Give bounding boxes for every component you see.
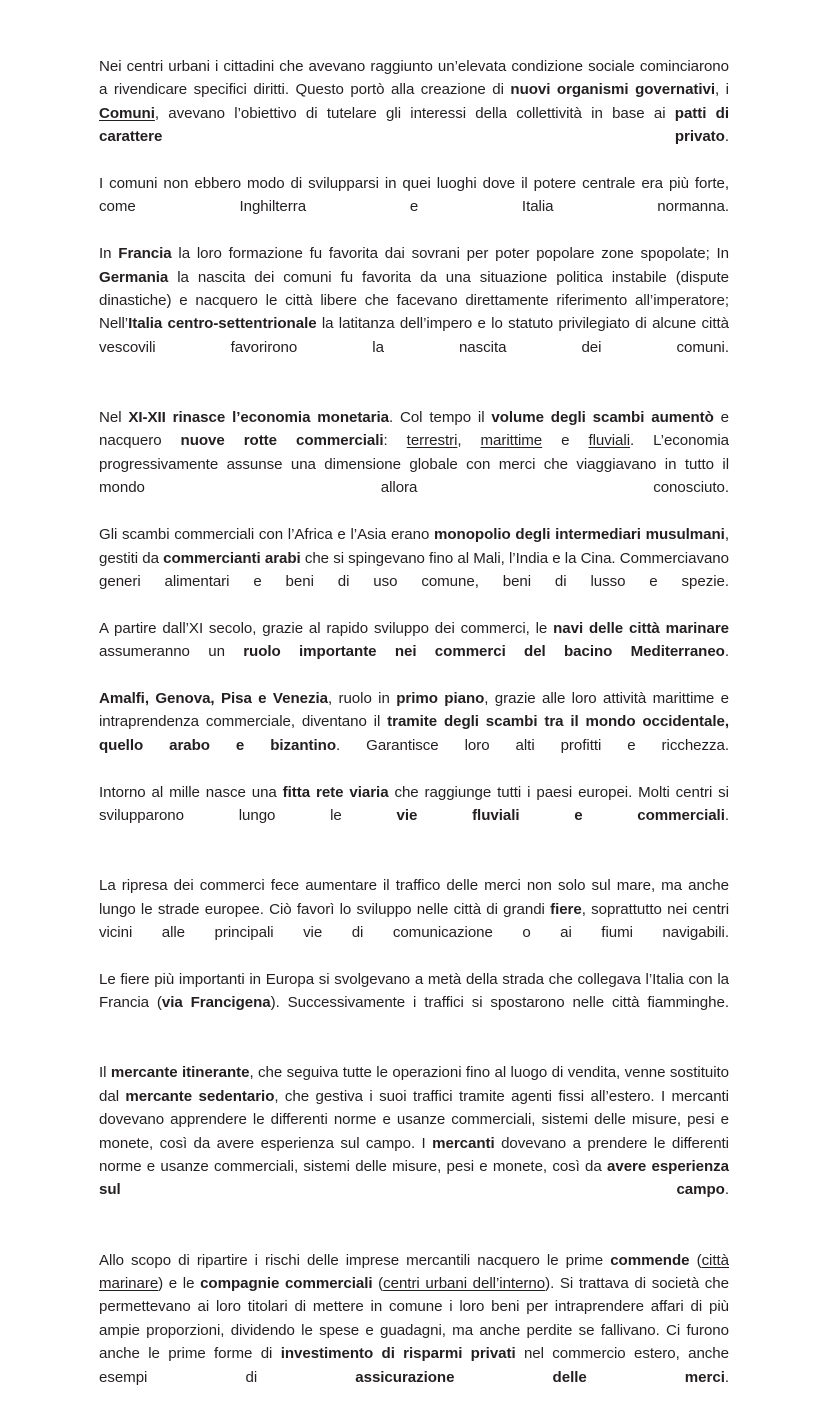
text-run: Allo scopo di ripartire i rischi delle imprese mercantili nacquero le prime	[99, 1251, 611, 1269]
text-run: Il	[99, 1064, 111, 1082]
paragraph	[99, 781, 729, 851]
text-run: nel commercio estero, anche esempi di	[99, 1345, 729, 1386]
text-run: . Garantisce loro alti profitti e ricchezza.	[336, 736, 730, 754]
text-run: (	[689, 1251, 702, 1269]
bold-run: patti di carattere privato	[99, 104, 729, 146]
paragraph	[99, 968, 729, 1038]
text-run: , che gestiva i suoi traffici tramite agenti fissi all’estero. I mercanti dovevano apprendere le differenti norme e usanze commerciali, sistemi delle misure, pesi e monete, così da avere esperienza sul campo. I	[99, 1087, 729, 1152]
text-run: Nel	[99, 409, 129, 427]
underlined-run: terrestri	[406, 432, 458, 450]
text-run: . Col tempo il	[388, 409, 492, 427]
text-run: ,	[457, 432, 481, 450]
paragraph	[99, 55, 729, 172]
bold-run: via Francigena	[161, 994, 271, 1012]
bold-run: vie fluviali e commerciali	[396, 806, 725, 824]
text-run: I comuni non ebbero modo di svilupparsi in quei luoghi dove il potere centrale era più forte, come Inghilterra e Italia normanna.	[99, 175, 729, 216]
text-run: , soprattutto nei centri vicini alle principali vie di comunicazione o ai fiumi navigabili.	[99, 900, 729, 941]
bold-run: ruolo importante nei commerci del bacino Mediterraneo	[243, 643, 725, 661]
bold-run: nuove rotte commerciali	[180, 432, 384, 450]
bold-run: nuovi organismi governativi	[510, 81, 716, 99]
document-text-body	[99, 55, 729, 1413]
bold-run: mercanti	[432, 1134, 495, 1152]
text-run: Gli scambi commerciali con l’Africa e l’Asia erano	[99, 526, 435, 544]
bold-run: Germania	[99, 268, 169, 286]
bold-run: avere esperienza sul campo	[99, 1158, 730, 1199]
text-run: ). Successivamente i traffici si spostarono nelle città fiamminghe.	[270, 994, 729, 1012]
text-run: ) e le	[158, 1275, 201, 1293]
paragraph	[99, 874, 729, 968]
underlined-run: fluviali	[588, 432, 630, 450]
paragraph	[99, 523, 729, 617]
text-run: ). Si trattava di società che permettevano ai loro titolari di mettere in comune i loro beni per intraprendere affari di più ampie proporzioni, dividendo le spese e guadagni, ma anche perdite se fallivano. Ci furono anche le prime forme di	[99, 1275, 729, 1363]
bold-run: primo piano	[396, 689, 485, 707]
text-run: , ruolo in	[327, 689, 397, 707]
bold-run: Francia	[118, 245, 172, 263]
bold-run: fiere	[550, 900, 582, 918]
text-run: , grazie alle loro attività marittime e intraprendenza commerciale, diventano il	[99, 689, 729, 731]
bold-run: fitta rete viaria	[282, 783, 389, 801]
text-run: Intorno al mille nasce una	[99, 783, 283, 801]
bold-run: mercante itinerante	[110, 1064, 250, 1082]
text-run: assumeranno un	[99, 643, 244, 661]
text-run: e	[542, 432, 589, 450]
paragraph	[99, 1249, 729, 1413]
bold-run: assicurazione delle merci	[355, 1368, 725, 1386]
text-run: .	[724, 128, 729, 146]
bold-run: XI-XII rinasce l’economia monetaria	[128, 409, 389, 427]
text-run: .	[724, 1368, 729, 1386]
underlined-run: marittime	[480, 432, 543, 450]
bold-run: tramite degli scambi tra il mondo occidentale, quello arabo e bizantino	[99, 713, 729, 754]
text-run: In	[99, 245, 119, 263]
bold-run: volume degli scambi aumentò	[491, 409, 714, 427]
text-run: , che seguiva tutte le operazioni fino al luogo di vendita, venne sostituito dal	[99, 1064, 729, 1105]
bold-run: monopolio degli intermediari musulmani	[434, 526, 725, 544]
text-run: .	[724, 1181, 729, 1199]
paragraph	[99, 406, 729, 523]
text-run: che si spingevano fino al Mali, l’India e la Cina. Commerciavano generi alimentari e beni di uso comune, beni di lusso e spezie.	[99, 549, 729, 590]
bold-run: navi delle città marinare	[553, 619, 729, 637]
paragraph	[99, 687, 729, 781]
bold-run: mercante sedentario	[125, 1087, 275, 1105]
text-run: La ripresa dei commerci fece aumentare il traffico delle merci non solo sul mare, ma anche lungo le strade europee. Ciò favorì lo sviluppo nelle città di grandi	[99, 877, 729, 918]
text-run: la nascita dei comuni fu favorita da una situazione politica instabile (dispute dinastiche) e nacquero le città libere che facevano direttamente riferimento all’imperatore; Nell’	[99, 268, 729, 333]
bold-run: investimento di risparmi privati	[280, 1345, 516, 1363]
text-run: , i	[715, 81, 729, 99]
text-run: .	[724, 643, 729, 661]
text-run: che raggiunge tutti i paesi europei. Molti centri si svilupparono lungo le	[99, 783, 729, 824]
paragraph	[99, 172, 729, 242]
text-run: (	[372, 1275, 384, 1293]
paragraph	[99, 1061, 729, 1225]
text-run: , gestiti da	[99, 526, 729, 567]
paragraph	[99, 617, 729, 687]
bold-run: commercianti arabi	[163, 549, 301, 567]
text-run: e nacquero	[99, 409, 729, 450]
bold-underlined-run: Comuni	[99, 104, 155, 122]
text-run: A partire dall’XI secolo, grazie al rapido sviluppo dei commerci, le	[99, 619, 554, 637]
text-run: :	[383, 432, 407, 450]
text-run: dovevano a prendere le differenti norme e usanze commerciali, sistemi delle misure, pesi e monete, così da	[99, 1134, 729, 1176]
underlined-run: città marinare	[99, 1251, 729, 1293]
text-run: . L’economia progressivamente assunse una dimensione globale con merci che viaggiavano in tutto il mondo allora conosciuto.	[99, 432, 729, 497]
text-run: .	[724, 806, 729, 824]
text-run: Nei centri urbani i cittadini che avevano raggiunto un’elevata condizione sociale cominciarono a rivendicare specifici diritti. Questo portò alla creazione di	[99, 58, 729, 99]
underlined-run: centri urbani dell’interno	[383, 1275, 546, 1293]
text-run: la latitanza dell’impero e lo statuto privilegiato di alcune città vescovili favorirono la nascita dei comuni.	[99, 315, 729, 356]
bold-run: Amalfi, Genova, Pisa e Venezia	[99, 689, 328, 707]
paragraph	[99, 242, 729, 382]
text-run: Le fiere più importanti in Europa si svolgevano a metà della strada che collegava l’Italia con la Francia (	[99, 970, 729, 1012]
text-run: , avevano l’obiettivo di tutelare gli interessi della collettività in base ai	[154, 104, 675, 122]
text-run: la loro formazione fu favorita dai sovrani per poter popolare zone spopolate; In	[171, 245, 729, 263]
bold-run: Italia centro-settentrionale	[128, 315, 317, 333]
bold-run: commende	[610, 1251, 690, 1269]
bold-run: compagnie commerciali	[200, 1275, 373, 1293]
